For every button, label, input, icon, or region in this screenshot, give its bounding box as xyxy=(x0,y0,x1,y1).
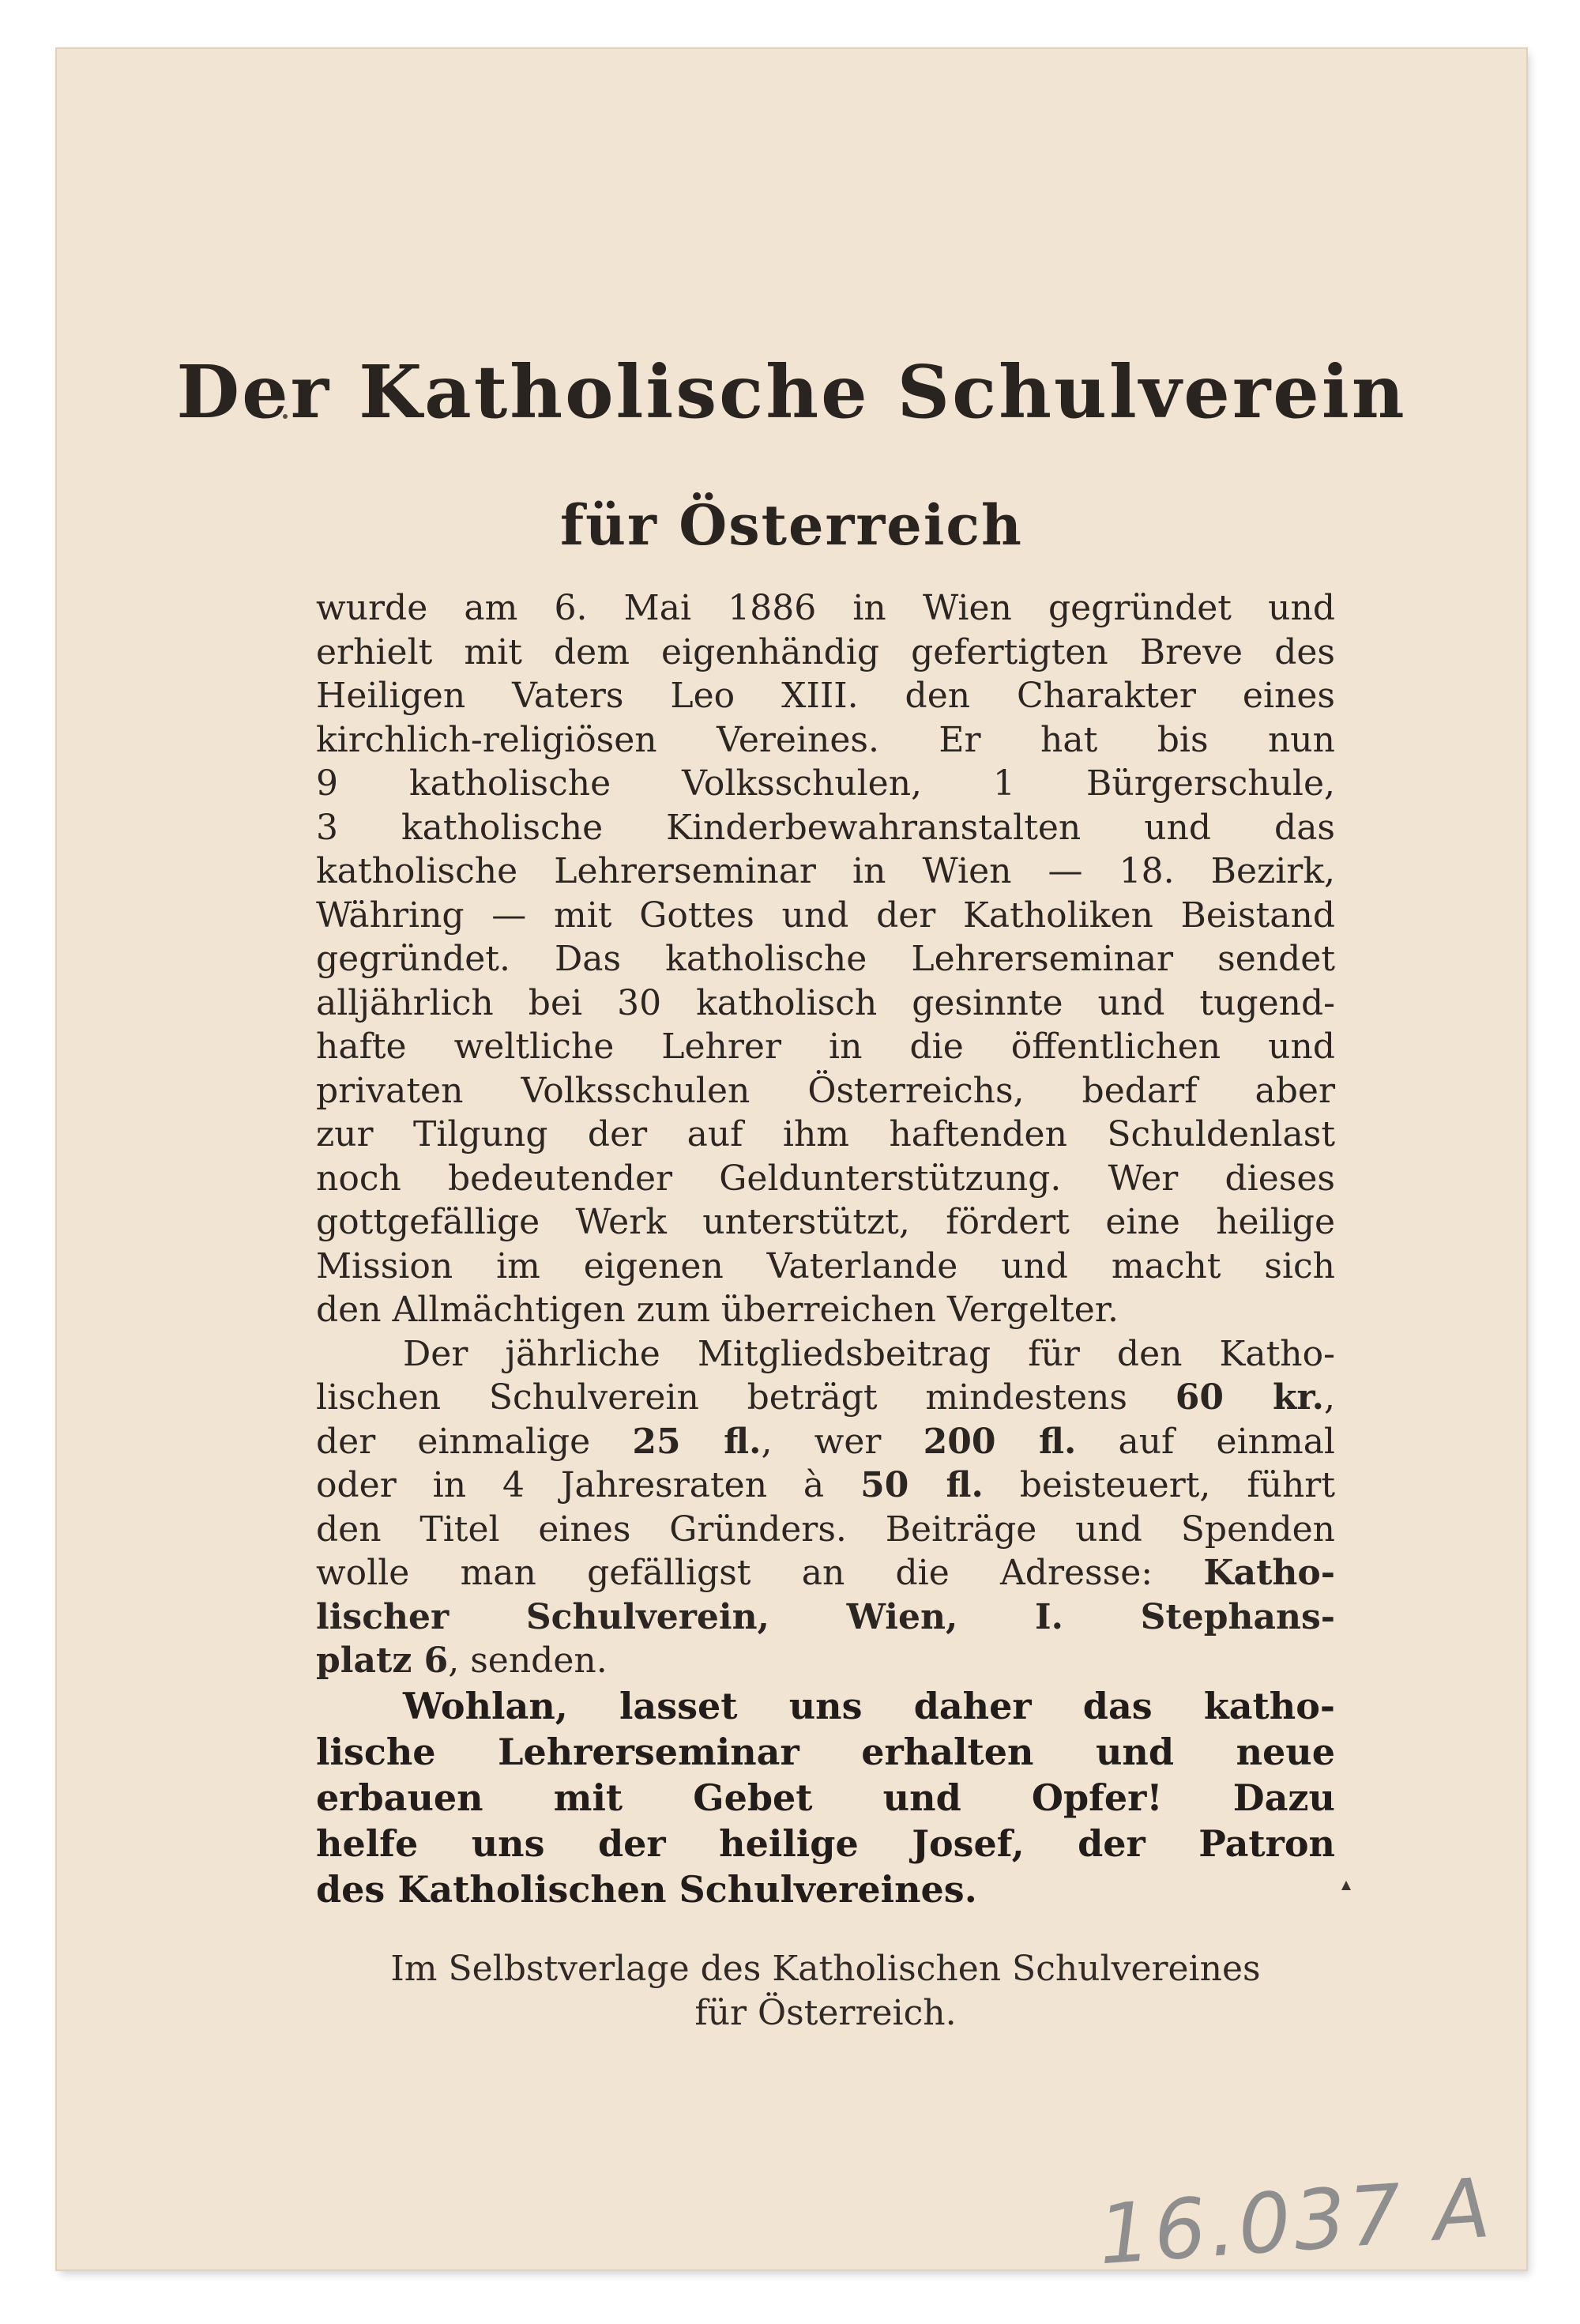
text-run: , xyxy=(1324,1377,1335,1418)
body-line: den Allmächtigen zum überreichen Vergelter. xyxy=(316,1290,1119,1330)
body-line: gottgefällige Werk unterstützt, fördert eine heilige xyxy=(316,1202,1335,1242)
body-line xyxy=(316,1376,1335,1420)
appeal-paragraph xyxy=(316,1683,1335,1912)
imprint-line: für Österreich. xyxy=(694,1993,957,2033)
appeal-line: des Katholischen Schulvereines. xyxy=(316,1867,977,1911)
text-run: beisteuert, führt xyxy=(983,1465,1335,1505)
body-line: hafte weltliche Lehrer in die öffentlichen und xyxy=(316,1026,1335,1067)
text-run: , senden. xyxy=(448,1640,608,1681)
body-line: den Titel eines Gründers. Beiträge und Spenden xyxy=(316,1509,1335,1550)
appeal-line: helfe uns der heilige Josef, der Patron xyxy=(316,1821,1335,1865)
text-run: der einmalige xyxy=(316,1421,633,1462)
document-title: Der Katholische Schulverein xyxy=(176,349,1407,435)
address-part: lischer Schulverein, Wien, I. Stephans- xyxy=(316,1596,1335,1637)
body-line: 3 katholische Kinderbewahranstalten und das xyxy=(316,807,1335,848)
publisher-imprint xyxy=(316,1947,1335,2036)
archive-number: 16.037 A xyxy=(1095,2159,1496,2284)
body-line xyxy=(316,1595,1335,1640)
document-subtitle: für Österreich xyxy=(560,492,1023,558)
text-run: wolle man gefälligst an die Adresse: xyxy=(316,1553,1204,1593)
appeal-line: Wohlan, lasset uns daher das katho- xyxy=(403,1684,1335,1727)
history-paragraph xyxy=(316,586,1335,1332)
body-line: Mission im eigenen Vaterlande und macht sich xyxy=(316,1245,1335,1286)
body-line: Währing — mit Gottes und der Katholiken Beistand xyxy=(316,895,1335,936)
body-line: alljährlich bei 30 katholisch gesinnte und tugend- xyxy=(316,982,1335,1023)
founder-fee: 200 fl. xyxy=(923,1421,1077,1462)
body-line: wurde am 6. Mai 1886 in Wien gegründet und xyxy=(316,588,1335,628)
body-line: 9 katholische Volksschulen, 1 Bürgerschule, xyxy=(316,763,1335,804)
yearly-fee: 60 kr. xyxy=(1175,1377,1324,1418)
body-line: kirchlich-religiösen Vereines. Er hat bis nun xyxy=(316,719,1335,760)
body-line xyxy=(316,1420,1335,1464)
body-line: zur Tilgung der auf ihm haftenden Schuldenlast xyxy=(316,1114,1335,1154)
body-line xyxy=(316,1551,1335,1595)
text-run: oder in 4 Jahresraten à xyxy=(316,1465,861,1505)
address-part: platz 6 xyxy=(316,1640,449,1681)
body-line: Der jährliche Mitgliedsbeitrag für den Katho- xyxy=(403,1333,1335,1374)
document-card xyxy=(57,49,1526,2284)
body-line: gegründet. Das katholische Lehrerseminar sendet xyxy=(316,939,1335,979)
body-line xyxy=(316,1639,1335,1683)
address-part: Katho- xyxy=(1203,1553,1335,1593)
appeal-line: lische Lehrerseminar erhalten und neue xyxy=(316,1730,1335,1773)
body-line: erhielt mit dem eigenhändig gefertigten Breve des xyxy=(316,631,1335,672)
text-run: auf einmal xyxy=(1076,1421,1336,1462)
body-line: privaten Volksschulen Österreichs, bedarf aber xyxy=(316,1070,1335,1111)
body-line: noch bedeutender Geldunterstützung. Wer dieses xyxy=(316,1158,1335,1199)
body-line xyxy=(316,1463,1335,1508)
imprint-line: Im Selbstverlage des Katholischen Schulvereines xyxy=(390,1949,1261,1989)
appeal-line: erbauen mit Gebet und Opfer! Dazu xyxy=(316,1776,1335,1819)
membership-paragraph xyxy=(316,1332,1335,1683)
body-line: katholische Lehrerseminar in Wien — 18. Bezirk, xyxy=(316,851,1335,891)
text-run: , wer xyxy=(761,1421,924,1462)
installment-fee: 50 fl. xyxy=(860,1465,984,1505)
text-run: lischen Schulverein beträgt mindestens xyxy=(316,1377,1176,1418)
body-line: Heiligen Vaters Leo XIII. den Charakter eines xyxy=(316,676,1335,716)
body-text xyxy=(316,586,1335,1912)
one-time-fee: 25 fl. xyxy=(632,1421,762,1462)
printer-mark xyxy=(1341,1881,1351,1890)
